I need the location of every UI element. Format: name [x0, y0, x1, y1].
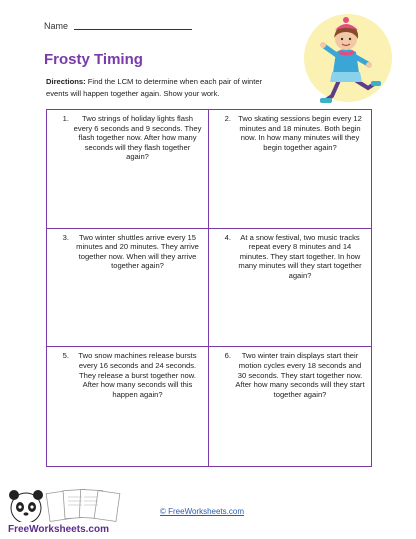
problem-number: 4. — [224, 232, 231, 242]
problem-cell-6[interactable] — [209, 347, 371, 466]
copyright-link[interactable]: © FreeWorksheets.com — [160, 507, 244, 516]
directions — [46, 76, 286, 100]
directions-text: Find the LCM to determine when each pair of winter events will happen together again. Show your work. — [46, 77, 263, 98]
worksheet-title: Frosty Timing — [44, 51, 143, 68]
problem-text: Two strings of holiday lights flash every 6 seconds and 9 seconds. They flash together now. After how many seconds will they flash together again? — [73, 114, 202, 162]
name-field-row — [44, 21, 192, 31]
problem-text: Two snow machines release bursts every 16 seconds and 24 seconds. They release a burst together now. After how many seconds will this happen again? — [78, 351, 197, 399]
problem-cell-2[interactable] — [209, 110, 371, 229]
problems-grid — [46, 109, 372, 467]
problem-text: Two winter shuttles arrive every 15 minutes and 20 minutes. They arrive together now. When will they arrive together again? — [76, 232, 199, 271]
name-label: Name — [44, 21, 69, 31]
problem-cell-1[interactable] — [47, 110, 209, 229]
panda-icon — [9, 490, 43, 523]
problem-number: 5. — [62, 351, 69, 361]
problem-cell-5[interactable] — [47, 347, 209, 466]
problem-text: Two skating sessions begin every 12 minutes and 18 minutes. Both begin now. In how many minutes will they begin together again? — [238, 114, 362, 152]
problem-number: 1. — [62, 114, 69, 123]
problem-number: 3. — [62, 232, 69, 242]
logo-wordmark: FreeWorksheets.com — [8, 524, 109, 535]
problem-text: Two winter train displays start their motion cycles every 18 seconds and 30 seconds. They start together now. After how many seconds will they start together again? — [235, 351, 365, 399]
problem-cell-4[interactable] — [209, 229, 371, 348]
problem-cell-3[interactable] — [47, 229, 209, 348]
worksheet-stack-icon — [46, 489, 120, 521]
problem-text: At a snow festival, two music tracks repeat every 8 minutes and 14 minutes. They start together. In how many minutes will they start together again? — [238, 232, 362, 281]
directions-label: Directions: — [46, 77, 86, 86]
freeworksheets-logo — [4, 488, 154, 536]
name-blank-line[interactable] — [74, 29, 192, 30]
skating-girl-illustration — [296, 8, 394, 108]
problem-number: 2. — [224, 114, 231, 123]
problem-number: 6. — [224, 351, 231, 361]
